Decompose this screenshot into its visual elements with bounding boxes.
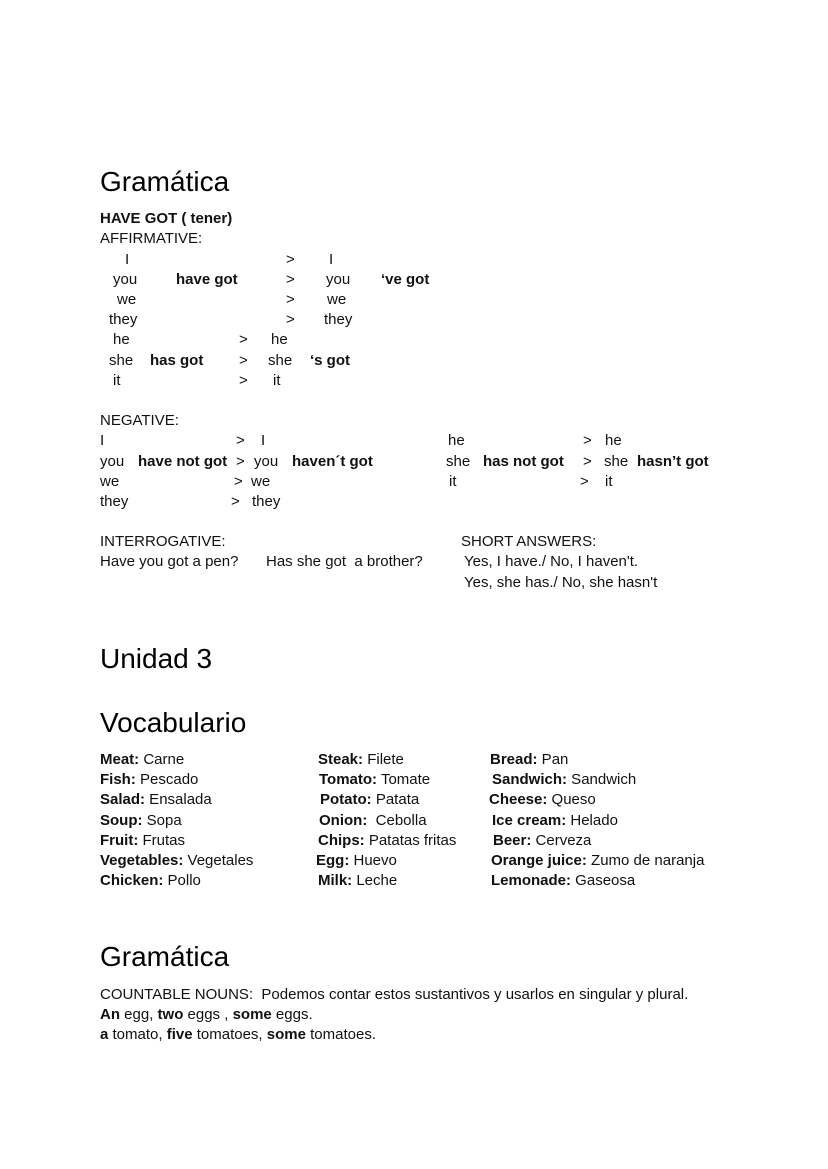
pronoun: he: [448, 432, 465, 449]
arrow: >: [286, 271, 295, 288]
short-answer: Yes, she has./ No, she hasn't: [464, 574, 658, 591]
vocab-item: [100, 873, 201, 888]
pronoun: he: [113, 331, 130, 348]
determiner: some: [232, 1006, 272, 1023]
vocab-translation: Filete: [363, 751, 404, 768]
short-pronoun: it: [605, 473, 613, 490]
pronoun: we: [100, 473, 120, 490]
vocab-item: [100, 853, 253, 868]
pronoun: you: [100, 453, 125, 470]
vocabulary-title: Vocabulario: [100, 707, 247, 738]
contracted-form: haven´t got: [292, 453, 373, 470]
have-got-heading: HAVE GOT ( tener): [100, 210, 233, 227]
determiner: a: [100, 1026, 109, 1043]
vocab-term: Potato:: [320, 791, 372, 808]
vocab-translation: Cerveza: [531, 832, 592, 849]
pronoun: it: [113, 372, 121, 389]
short-pronoun: we: [251, 473, 271, 490]
vocab-term: Beer:: [493, 832, 532, 849]
vocab-term: Salad:: [100, 791, 146, 808]
contracted-form: ‘ve got: [381, 271, 430, 288]
vocab-term: Ice cream:: [492, 812, 567, 829]
determiner: two: [157, 1006, 184, 1023]
vocab-item: [318, 873, 397, 888]
example-line-tomatoes: [100, 1027, 376, 1042]
short-pronoun: it: [273, 372, 281, 389]
vocab-translation: Vegetales: [183, 852, 254, 869]
pronoun: she: [109, 352, 134, 369]
vocab-item: [320, 792, 419, 807]
interrogative-example: Has she got a brother?: [266, 553, 423, 570]
vocab-item: [100, 752, 184, 767]
vocab-translation: Sopa: [142, 812, 182, 829]
short-pronoun: he: [271, 331, 288, 348]
contracted-form: hasn’t got: [637, 453, 709, 470]
interrogative-label: INTERROGATIVE:: [100, 533, 226, 550]
arrow: >: [236, 432, 245, 449]
vocab-item: [100, 833, 185, 848]
vocab-item: [491, 873, 635, 888]
example-text: eggs.: [271, 1006, 313, 1023]
arrow: >: [231, 493, 240, 510]
example-text: tomatoes.: [305, 1026, 376, 1043]
pronoun: we: [117, 291, 137, 308]
short-pronoun: you: [254, 453, 279, 470]
vocab-item: [492, 813, 618, 828]
vocab-item: [493, 833, 591, 848]
short-pronoun: I: [261, 432, 266, 449]
pronoun: she: [446, 453, 471, 470]
verb-form: has not got: [483, 453, 564, 470]
arrow: >: [239, 331, 248, 348]
short-pronoun: they: [324, 311, 353, 328]
arrow: >: [286, 291, 295, 308]
vocab-translation: Leche: [352, 872, 398, 889]
vocab-term: Lemonade:: [491, 872, 572, 889]
arrow: >: [234, 473, 243, 490]
vocab-item: [319, 813, 427, 828]
vocab-translation: Zumo de naranja: [586, 852, 705, 869]
vocab-translation: Tomate: [377, 771, 431, 788]
short-answers-label: SHORT ANSWERS:: [461, 533, 597, 550]
negative-label: NEGATIVE:: [100, 412, 179, 429]
vocab-translation: Cebolla: [367, 812, 427, 829]
vocab-translation: Huevo: [349, 852, 397, 869]
section-title-gramatica: Gramática: [100, 166, 230, 197]
vocab-term: Onion:: [319, 812, 368, 829]
pronoun: you: [113, 271, 138, 288]
unit-title: Unidad 3: [100, 643, 213, 674]
example-text: eggs ,: [183, 1006, 233, 1023]
example-text: egg,: [120, 1006, 158, 1023]
vocab-item: [492, 772, 636, 787]
arrow: >: [239, 372, 248, 389]
verb-form: have not got: [138, 453, 228, 470]
arrow: >: [286, 311, 295, 328]
vocab-item: [319, 772, 430, 787]
vocab-translation: Carne: [139, 751, 185, 768]
pronoun: they: [100, 493, 129, 510]
vocab-item: [489, 792, 596, 807]
vocab-translation: Sandwich: [567, 771, 637, 788]
vocab-term: Bread:: [490, 751, 538, 768]
short-pronoun: she: [268, 352, 293, 369]
short-pronoun: they: [252, 493, 281, 510]
example-line-eggs: [100, 1007, 313, 1022]
vocab-translation: Pescado: [135, 771, 199, 788]
vocab-item: [100, 792, 212, 807]
vocab-item: [490, 752, 568, 767]
vocab-translation: Patatas fritas: [364, 832, 457, 849]
vocab-translation: Patata: [371, 791, 420, 808]
interrogative-example: Have you got a pen?: [100, 553, 239, 570]
vocab-translation: Gaseosa: [571, 872, 636, 889]
short-pronoun: he: [605, 432, 622, 449]
section-title-gramatica-2: Gramática: [100, 941, 230, 972]
vocab-translation: Pollo: [163, 872, 201, 889]
short-pronoun: we: [327, 291, 347, 308]
arrow: >: [580, 473, 589, 490]
vocab-item: [491, 853, 704, 868]
short-pronoun: I: [329, 251, 334, 268]
vocab-item: [316, 853, 397, 868]
vocab-term: Egg:: [316, 852, 350, 869]
determiner: An: [100, 1006, 120, 1023]
vocab-item: [318, 752, 404, 767]
vocab-term: Vegetables:: [100, 852, 184, 869]
pronoun: it: [449, 473, 457, 490]
determiner: some: [266, 1026, 306, 1043]
example-text: tomatoes,: [192, 1026, 267, 1043]
vocab-item: [100, 813, 182, 828]
pronoun: I: [100, 432, 105, 449]
vocab-term: Fish:: [100, 771, 136, 788]
vocab-translation: Pan: [537, 751, 569, 768]
affirmative-label: AFFIRMATIVE:: [100, 230, 203, 247]
arrow: >: [583, 432, 592, 449]
arrow: >: [236, 453, 245, 470]
vocab-term: Soup:: [100, 812, 143, 829]
short-pronoun: you: [326, 271, 351, 288]
vocab-term: Chicken:: [100, 872, 164, 889]
vocab-term: Cheese:: [489, 791, 548, 808]
vocab-translation: Helado: [566, 812, 618, 829]
vocab-term: Chips:: [318, 832, 365, 849]
vocab-item: [100, 772, 198, 787]
arrow: >: [583, 453, 592, 470]
vocab-term: Fruit:: [100, 832, 139, 849]
countable-nouns-intro: COUNTABLE NOUNS: Podemos contar estos sustantivos y usarlos en singular y plural.: [100, 986, 689, 1003]
vocab-term: Tomato:: [319, 771, 378, 788]
pronoun: they: [109, 311, 138, 328]
vocab-translation: Queso: [547, 791, 596, 808]
vocab-term: Orange juice:: [491, 852, 587, 869]
vocab-term: Steak:: [318, 751, 364, 768]
vocab-translation: Ensalada: [145, 791, 212, 808]
short-answer: Yes, I have./ No, I haven't.: [464, 553, 639, 570]
vocab-translation: Frutas: [138, 832, 186, 849]
pronoun: I: [125, 251, 130, 268]
vocab-item: [318, 833, 456, 848]
vocab-term: Meat:: [100, 751, 140, 768]
determiner: five: [166, 1026, 193, 1043]
contracted-form: ‘s got: [310, 352, 350, 369]
verb-form: has got: [150, 352, 204, 369]
vocab-term: Sandwich:: [492, 771, 568, 788]
short-pronoun: she: [604, 453, 629, 470]
vocab-term: Milk:: [318, 872, 353, 889]
arrow: >: [286, 251, 295, 268]
example-text: tomato,: [108, 1026, 167, 1043]
verb-form: have got: [176, 271, 238, 288]
arrow: >: [239, 352, 248, 369]
